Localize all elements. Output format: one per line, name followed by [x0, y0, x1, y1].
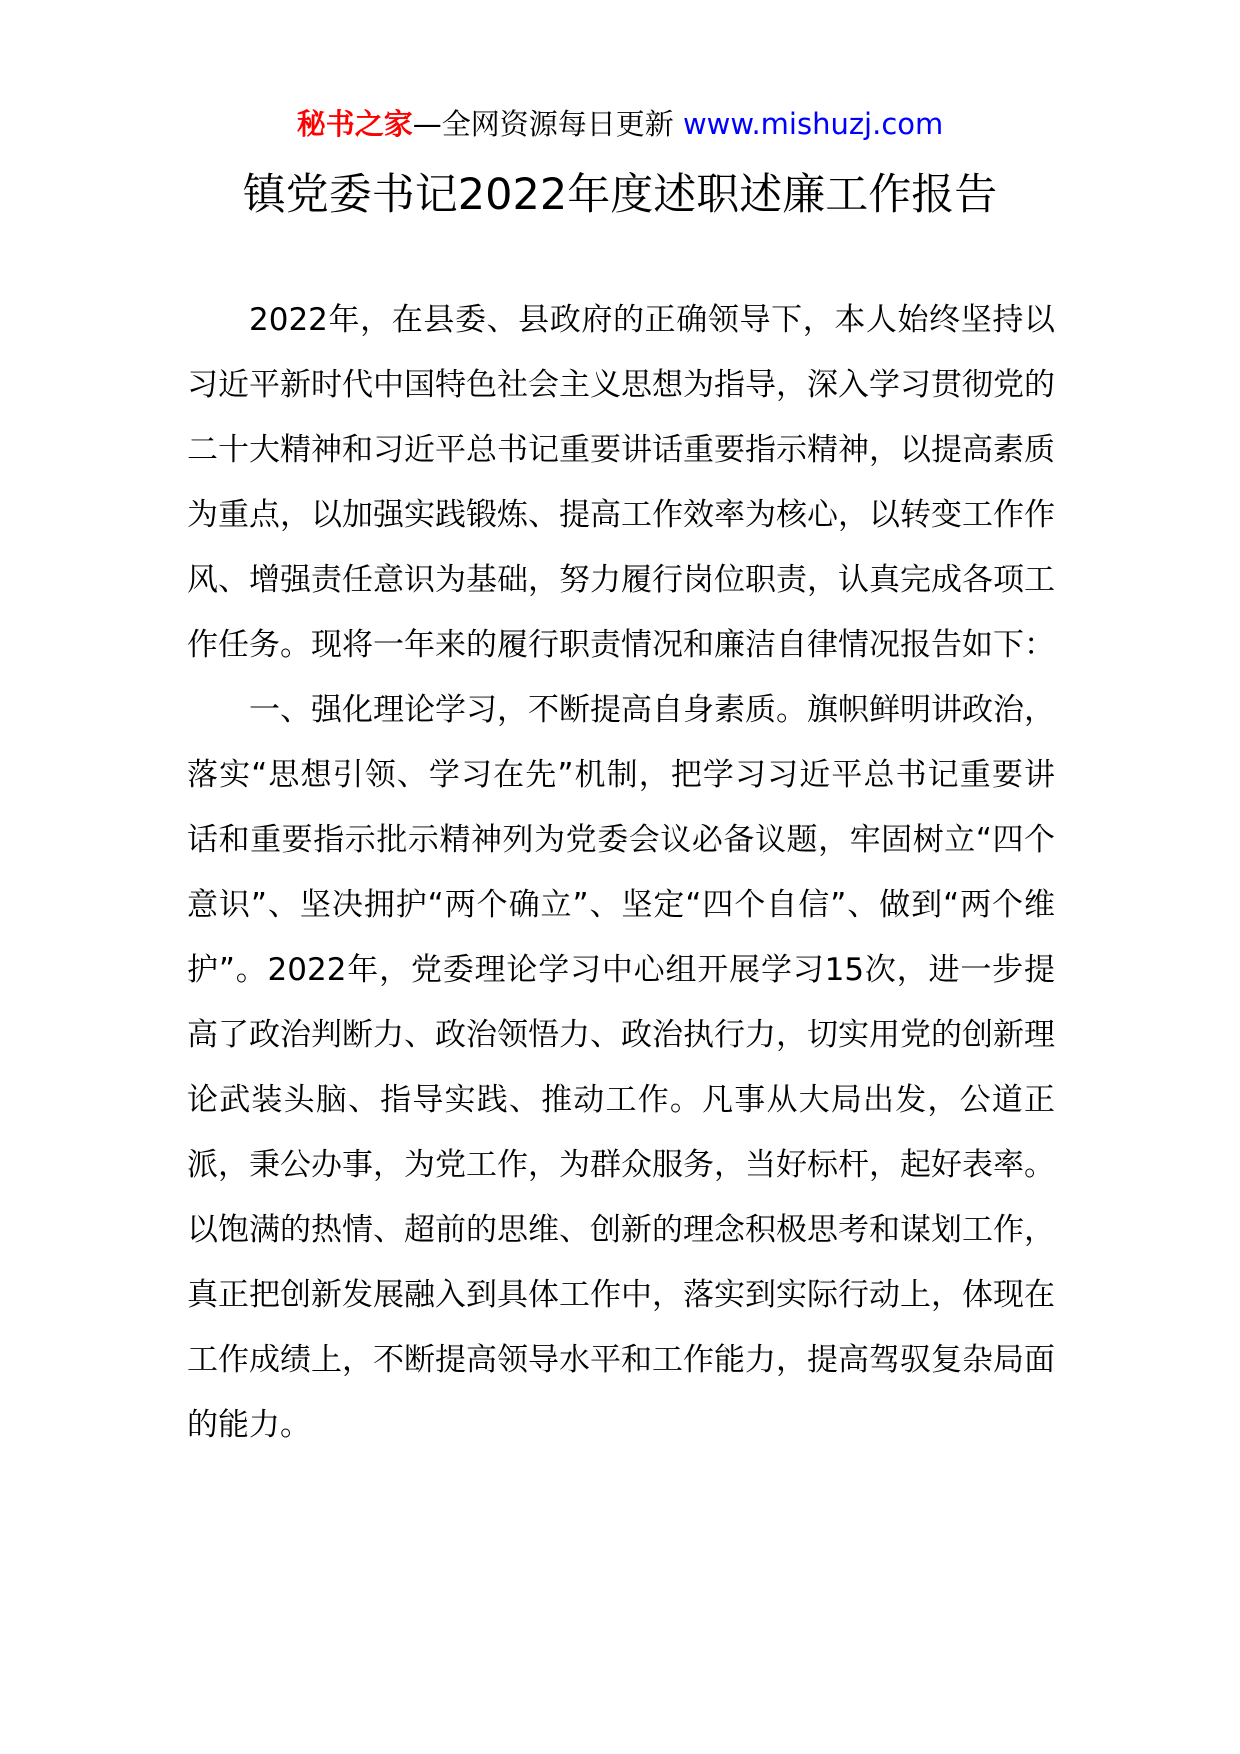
paragraph-intro: 2022年，在县委、县政府的正确领导下，本人始终坚持以习近平新时代中国特色社会主义思想为指导，深入学习贯彻党的二十大精神和习近平总书记重要讲话重要指示精神，以提高素质为重点，以加强实践锻炼、提高工作效率为核心，以转变工作作风、增强责任意识为基础，努力履行岗位职责，认真完成各项工作任务。现将一年来的履行职责情况和廉洁自律情况报告如下：	[187, 302, 1055, 663]
site-tagline: —全网资源每日更新	[412, 107, 674, 141]
document-body	[187, 288, 1055, 1458]
document-title: 镇党委书记2022年度述职述廉工作报告	[242, 170, 998, 220]
paragraph-section-1: 一、强化理论学习，不断提高自身素质。旗帜鲜明讲政治，落实“思想引领、学习在先”机制，把学习习近平总书记重要讲话和重要指示批示精神列为党委会议必备议题，牢固树立“四个意识”、坚决拥护“两个确立”、坚定“四个自信”、做到“两个维护”。2022年，党委理论学习中心组开展学习15次，进一步提高了政治判断力、政治领悟力、政治执行力，切实用党的创新理论武装头脑、指导实践、推动工作。凡事从大局出发，公道正派，秉公办事，为党工作，为群众服务，当好标杆，起好表率。以饱满的热情、超前的思维、创新的理念积极思考和谋划工作，真正把创新发展融入到具体工作中，落实到实际行动上，体现在工作成绩上，不断提高领导水平和工作能力，提高驾驭复杂局面的能力。	[187, 692, 1055, 1443]
site-header	[0, 104, 1240, 144]
site-url-link[interactable]: www.mishuzj.com	[682, 107, 944, 141]
site-brand: 秘书之家	[296, 107, 413, 141]
